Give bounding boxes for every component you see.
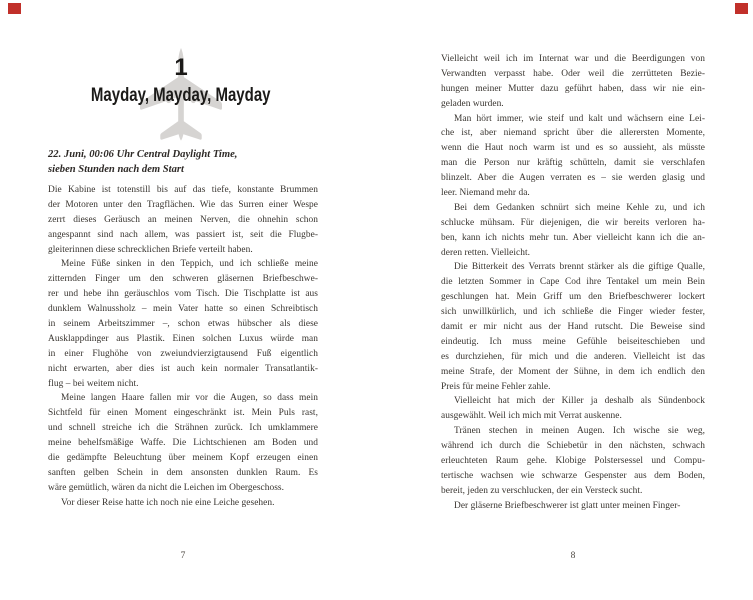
text-line: schlucke mühsam. Für diejenigen, die wir bereits verloren ha-	[441, 217, 705, 228]
text-line: Ausklappdinger aus Plastik. Einen solchen Luxus würde man	[48, 333, 318, 344]
text-line: der Motoren unter den Tragflächen. Wie das Surren einer Wespe	[48, 199, 318, 210]
text-line: die letzten Sommer in Cape Cod ihre Tentakel um mein Bein	[441, 277, 705, 288]
text-line: damit er mir nicht aus der Hand rutscht. Die Beweise sind	[441, 322, 705, 333]
chapter-title-text: Mayday, Mayday, Mayday	[91, 85, 271, 106]
text-line: Verwandten verpasst habe. Oder weil die zerrütteten Bezie-	[441, 68, 705, 79]
text-line: Die Kabine ist totenstill bis auf das tiefe, konstante Brummen	[48, 185, 318, 195]
text-line: und schnell streiche ich die Strähnen zurück. Ich umklammere	[48, 423, 318, 434]
text-line: flug – bei weitem nicht.	[48, 378, 139, 389]
text-line: dunklem Walnussholz – mein Vater hatte so einen Schreibtisch	[48, 304, 318, 315]
page-right	[441, 0, 705, 600]
text-line: Der gläserne Briefbeschwerer ist glatt unter meinen Finger-	[454, 500, 681, 511]
text-line: rer und hebe ihn geräuschlos vom Tisch. Die Tischplatte ist aus	[48, 289, 318, 300]
date-heading-line-2: sieben Stunden nach dem Start	[48, 163, 184, 175]
text-line: wäre gemütlich, wären da nicht die Leichen im Obergeschoss.	[48, 482, 285, 493]
text-line: angespannt sind nach allem, was passiert ist, seit die Flugbe-	[48, 229, 318, 240]
text-line: während ich durch die Schiebetür in den nächsten, schwach	[441, 441, 705, 452]
text-line: Vielleicht weil ich im Internat war und die Beerdigungen von	[441, 54, 705, 64]
paragraph	[441, 201, 705, 261]
text-line: blinzelt. Aber die Augen verraten es – sie werden glasig und	[441, 173, 705, 184]
text-line: sich unwillkürlich, und ich schließe die Finger wieder fester,	[441, 307, 705, 318]
text-line: ausgewählt. Weil ich mich mit Verrat auskenne.	[441, 411, 622, 422]
text-line: Bei dem Gedanken schnürt sich meine Kehle zu, und ich	[454, 202, 705, 213]
corner-marker-left	[8, 3, 21, 14]
text-line: bereit, jeden zu verschlucken, der ein Versteck sucht.	[441, 485, 643, 496]
text-line: tertische wachsen wie schwarze Gespenster aus dem Boden,	[441, 470, 705, 481]
page-number-left: 7	[180, 551, 186, 561]
text-line: ben, kann ich nichts mehr tun. Aber vielleicht kann ich die an-	[441, 232, 705, 243]
text-line: es durchziehen, für mich und die anderen. Vielleicht ist das	[441, 351, 705, 362]
chapter-head	[48, 0, 318, 150]
text-line: zerrt dieses Geräusch an meinen Nerven, die ohnehin schon	[48, 214, 318, 225]
paragraph	[48, 183, 318, 257]
text-line: Vielleicht hat mich der Killer ja deshalb als Sündenbock	[454, 396, 705, 407]
text-line: Preis für meine Fehler zahle.	[441, 381, 551, 392]
text-line: eindeutig. Ich muss meine Gefühle beiseiteschieben und	[441, 336, 705, 347]
date-heading-line-1: 22. Juni, 00:06 Uhr Central Daylight Time,	[48, 149, 238, 160]
text-line: Sichtfeld für einen Moment eingeschränkt ist. Mein Puls rast,	[48, 408, 318, 419]
text-line: Man hört immer, wie steif und kalt und wächsern eine Lei-	[454, 113, 705, 124]
text-line: wenn die Haut noch warm ist und es so aussieht, als müsste	[441, 143, 705, 154]
text-line: Vor dieser Reise hatte ich noch nie eine Leiche gesehen.	[61, 497, 275, 508]
text-line: die gedämpfte Beleuchtung über meinem Kopf erzeugen einen	[48, 453, 318, 464]
chapter-title	[48, 86, 314, 106]
text-line: che ist, aber niemand spricht über die allerersten Momente,	[441, 128, 705, 139]
page-left	[48, 0, 318, 600]
body-text-right	[441, 52, 705, 514]
chapter-number: 1	[174, 54, 188, 81]
paragraph	[441, 499, 705, 514]
text-line: deren retten. Vielleicht.	[441, 247, 531, 258]
text-line: geschlungen hat. Mein Griff um den Briefbeschwerer lockert	[441, 292, 705, 303]
paragraph	[441, 424, 705, 498]
text-line: man die Person nur kräftig schütteln, damit sie verschlafen	[441, 158, 705, 169]
body-text-left	[48, 183, 318, 511]
corner-marker-right	[735, 3, 748, 14]
text-line: geladen wurden.	[441, 98, 504, 109]
text-line: meine Strafe, der Moment der Sühne, in dem ich endlich den	[441, 366, 705, 377]
text-line: meine behelfsmäßige Waffe. Die Lichtschienen am Boden und	[48, 438, 318, 449]
paragraph	[48, 257, 318, 391]
text-line: in einer Flughöhe von zweiundvierzigtausend Fuß eigentlich	[48, 348, 318, 359]
text-line: zitternden Finger um den schweren gläsernen Briefbeschwe-	[48, 274, 318, 285]
text-line: Die Bitterkeit des Verrats brennt stärker als die giftige Qualle,	[454, 262, 705, 273]
text-line: in seinem Arbeitszimmer –, schon etwas hübscher als diese	[48, 319, 318, 330]
text-line: leer. Niemand mehr da.	[441, 188, 530, 199]
text-line: Tränen stechen in meinen Augen. Ich wische sie weg,	[454, 426, 705, 437]
paragraph	[441, 52, 705, 112]
paragraph	[48, 496, 318, 511]
page-number-right: 8	[570, 551, 576, 561]
text-line: Meine langen Haare fallen mir vor die Augen, so dass mein	[61, 393, 318, 404]
text-line: sanften gelben Schein in dem ansonsten dunklen Raum. Es	[48, 467, 318, 478]
date-heading	[48, 148, 318, 178]
text-line: gleiterinnen diese schrecklichen Briefe verteilt haben.	[48, 244, 253, 255]
text-line: hungen meiner Mutter dazu geführt haben, dass wir nie ein-	[441, 83, 705, 94]
paragraph	[48, 391, 318, 495]
paragraph	[441, 260, 705, 394]
text-line: nicht erwarten, aber dies ist auch kein normaler Transatlantik-	[48, 363, 318, 374]
paragraph	[441, 394, 705, 424]
text-line: Meine Füße sinken in den Teppich, und ich schließe meine	[61, 259, 318, 270]
paragraph	[441, 112, 705, 201]
text-line: erleuchteten Raum gehe. Klobige Polstersessel und Compu-	[441, 456, 705, 467]
